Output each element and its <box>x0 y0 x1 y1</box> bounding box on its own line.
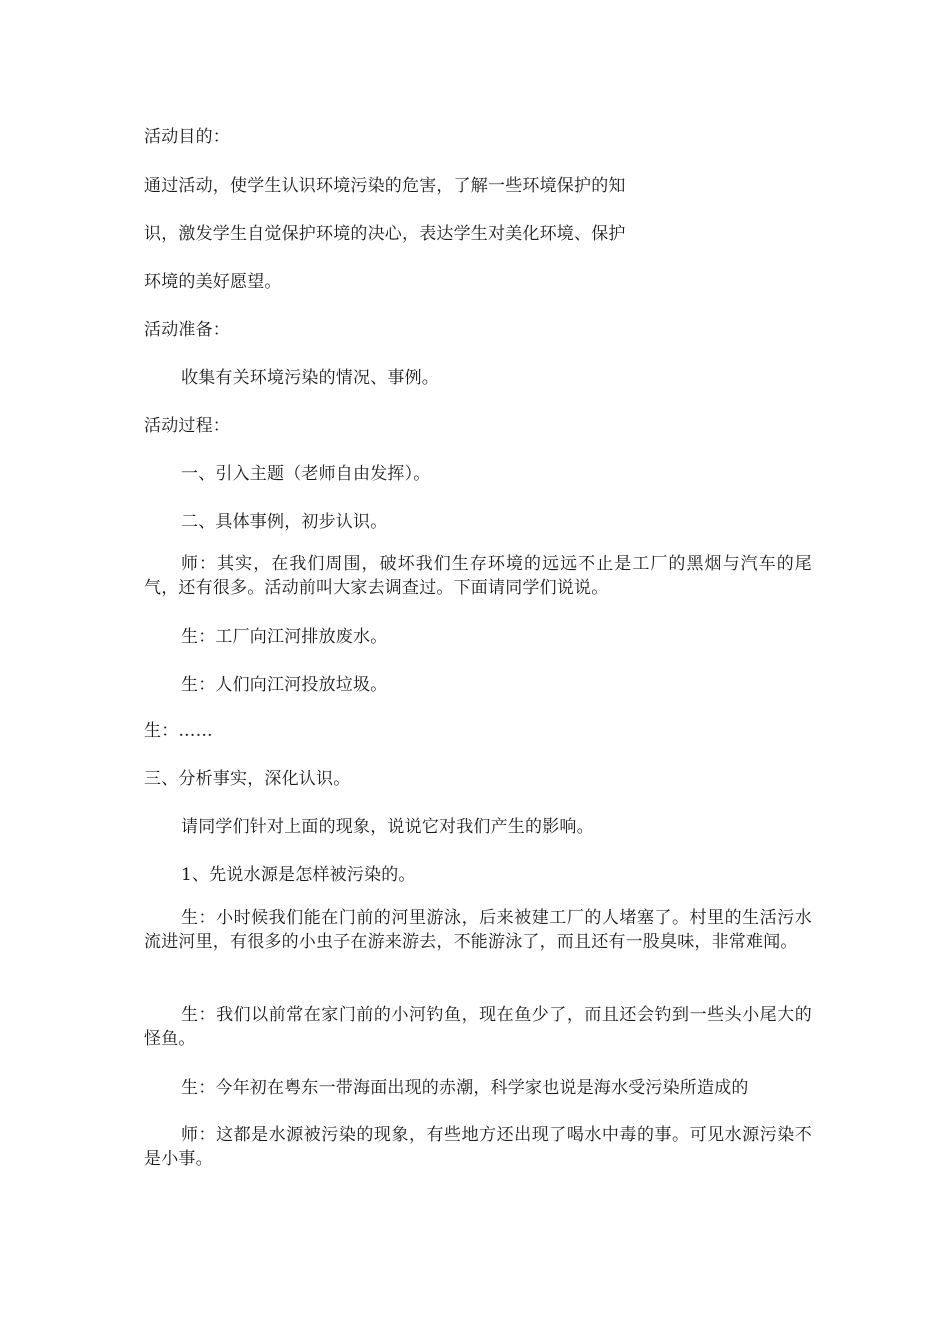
teacher-paragraph-1: 师：其实，在我们周围，破坏我们生存环境的远远不止是工厂的黑烟与汽车的尾气，还有很多。活动前叫大家去调查过。下面请同学们说说。 <box>144 554 812 598</box>
step-two: 二、具体事例，初步认识。 <box>181 512 388 532</box>
heading-activity-goal: 活动目的： <box>144 127 230 147</box>
step-one: 一、引入主题（老师自由发挥）。 <box>181 464 431 484</box>
goal-text-line-1: 通过活动，使学生认识环境污染的危害，了解一些环境保护的知 <box>144 176 626 196</box>
student-paragraph-2: 生：我们以前常在家门前的小河钓鱼，现在鱼少了，而且还会钓到一些头小尾大的怪鱼。 <box>144 1005 812 1049</box>
student-line-4: 生：今年初在粤东一带海面出现的赤潮，科学家也说是海水受污染所造成的 <box>181 1078 749 1098</box>
step-three-prompt: 请同学们针对上面的现象，说说它对我们产生的影响。 <box>181 817 594 837</box>
student-line-3: 生：…… <box>144 721 213 741</box>
student-paragraph-1: 生：小时候我们能在门前的河里游泳，后来被建工厂的人堵塞了。村里的生活污水流进河里，有很多的小虫子在游来游去，不能游泳了，而且还有一股臭味，非常难闻。 <box>144 908 812 952</box>
sub-step-one: 1、先说水源是怎样被污染的。 <box>181 865 416 885</box>
teacher-paragraph-2: 师：这都是水源被污染的现象，有些地方还出现了喝水中毒的事。可见水源污染不是小事。 <box>144 1125 812 1169</box>
heading-activity-process: 活动过程： <box>144 416 230 436</box>
student-line-1: 生：工厂向江河排放废水。 <box>181 627 388 647</box>
goal-text-line-3: 环境的美好愿望。 <box>144 272 282 292</box>
goal-text-line-2: 识，激发学生自觉保护环境的决心，表达学生对美化环境、保护 <box>144 224 626 244</box>
preparation-text: 收集有关环境污染的情况、事例。 <box>181 368 439 388</box>
step-three: 三、分析事实，深化认识。 <box>144 769 351 789</box>
student-line-2: 生：人们向江河投放垃圾。 <box>181 675 388 695</box>
heading-activity-preparation: 活动准备： <box>144 320 230 340</box>
